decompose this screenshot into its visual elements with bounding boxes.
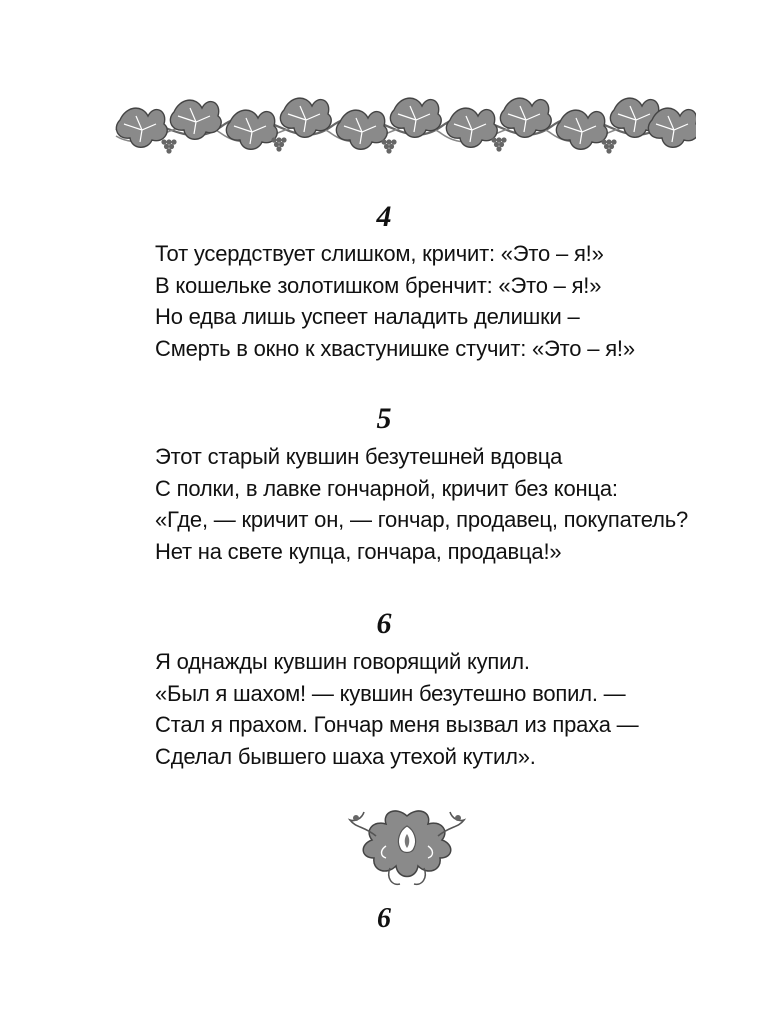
floral-vignette-ornament	[346, 806, 468, 888]
verse-line: «Где, — кричит он, — гончар, продавец, покупатель?	[155, 507, 689, 532]
stanza-number: 4	[376, 200, 392, 233]
stanza-5-text	[155, 441, 735, 567]
verse-line: Этот старый кувшин безутешней вдовца	[155, 444, 563, 469]
verse-line: Тот усердствует слишком, кричит: «Это – я!»	[155, 241, 604, 266]
verse-line: Смерть в окно к хвастунишке стучит: «Это – я!»	[155, 335, 635, 361]
stanza-4-text	[155, 238, 735, 364]
verse-line: Сделал бывшего шаха утехой кутил».	[155, 743, 536, 769]
verse-line: С полки, в лавке гончарной, кричит без конца:	[155, 475, 618, 501]
verse-line: Стал я прахом. Гончар меня вызвал из праха —	[155, 712, 639, 737]
stanza-number: 6	[376, 607, 392, 640]
verse-line: Но едва лишь успеет наладить делишки –	[155, 304, 580, 329]
stanza-6-text	[155, 646, 735, 772]
stanza-number: 5	[376, 402, 392, 435]
verse-line: В кошельке золотишком бренчит: «Это – я!»	[155, 272, 602, 298]
page-number: 6	[377, 903, 391, 934]
verse-line: «Был я шахом! — кувшин безутешно вопил. —	[155, 680, 626, 706]
verse-line: Нет на свете купца, гончара, продавца!»	[155, 538, 562, 564]
vine-border-ornament	[112, 96, 696, 162]
verse-line: Я однажды кувшин говорящий купил.	[155, 649, 530, 674]
